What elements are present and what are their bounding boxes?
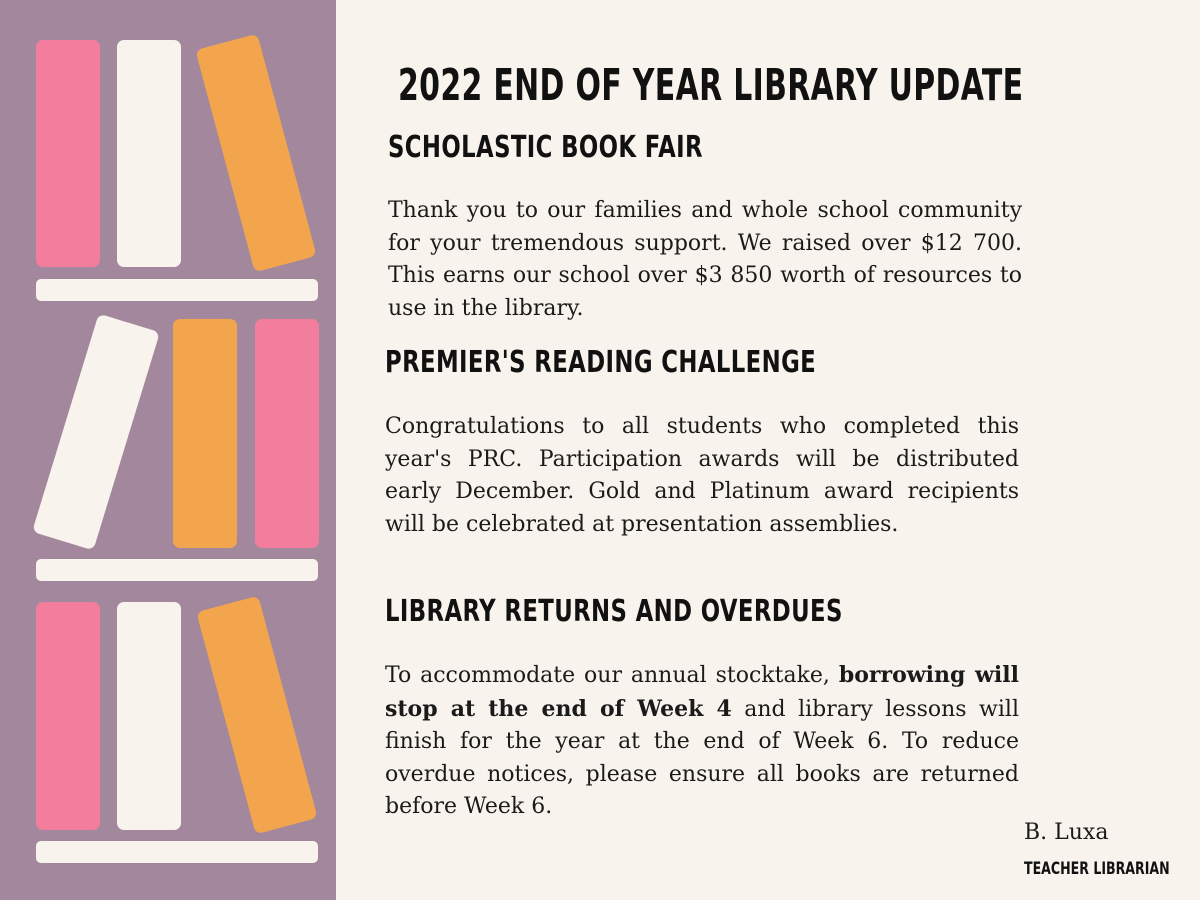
book-cream-1 <box>117 40 181 267</box>
book-cream-3 <box>117 602 181 830</box>
book-pink-2 <box>255 319 319 548</box>
shelf-1 <box>36 279 318 301</box>
signature-name: B. Luxa <box>1024 820 1109 845</box>
book-cream-2 <box>32 314 160 551</box>
book-pink-3 <box>36 602 100 830</box>
section-body-returns <box>385 659 1019 824</box>
bookshelf-illustration <box>0 0 336 900</box>
section-heading-book-fair: SCHOLASTIC BOOK FAIR <box>388 130 703 165</box>
section-body-reading-challenge: Congratulations to all students who completed this year's PRC. Participation awards will be distributed early December. Gold and Platinum award recipients will be celebrated at presentation assemblies. <box>385 414 1019 537</box>
returns-text-bold: borrowing will stop at the end of Week 4 <box>385 662 1019 722</box>
book-orange-1 <box>195 34 316 273</box>
book-pink-1 <box>36 40 100 267</box>
page-title: 2022 END OF YEAR LIBRARY UPDATE <box>398 60 1024 111</box>
section-heading-returns: LIBRARY RETURNS AND OVERDUES <box>385 594 843 629</box>
section-heading-reading-challenge: PREMIER'S READING CHALLENGE <box>385 345 817 380</box>
returns-text-end: and library lessons will finish for the year at the end of Week 6. To reduce overdue notices, please ensure all books are returned before Week 6. <box>385 696 1019 819</box>
book-orange-2 <box>173 319 237 548</box>
signature-role: TEACHER LIBRARIAN <box>1024 859 1170 879</box>
shelf-2 <box>36 559 318 581</box>
book-orange-3 <box>196 596 317 835</box>
shelf-3 <box>36 841 318 863</box>
section-body-book-fair: Thank you to our families and whole school community for your tremendous support. We raised over $12 700. This earns our school over $3 850 worth of resources to use in the library. <box>388 198 1022 321</box>
returns-text-start: To accommodate our annual stocktake, <box>385 663 830 688</box>
